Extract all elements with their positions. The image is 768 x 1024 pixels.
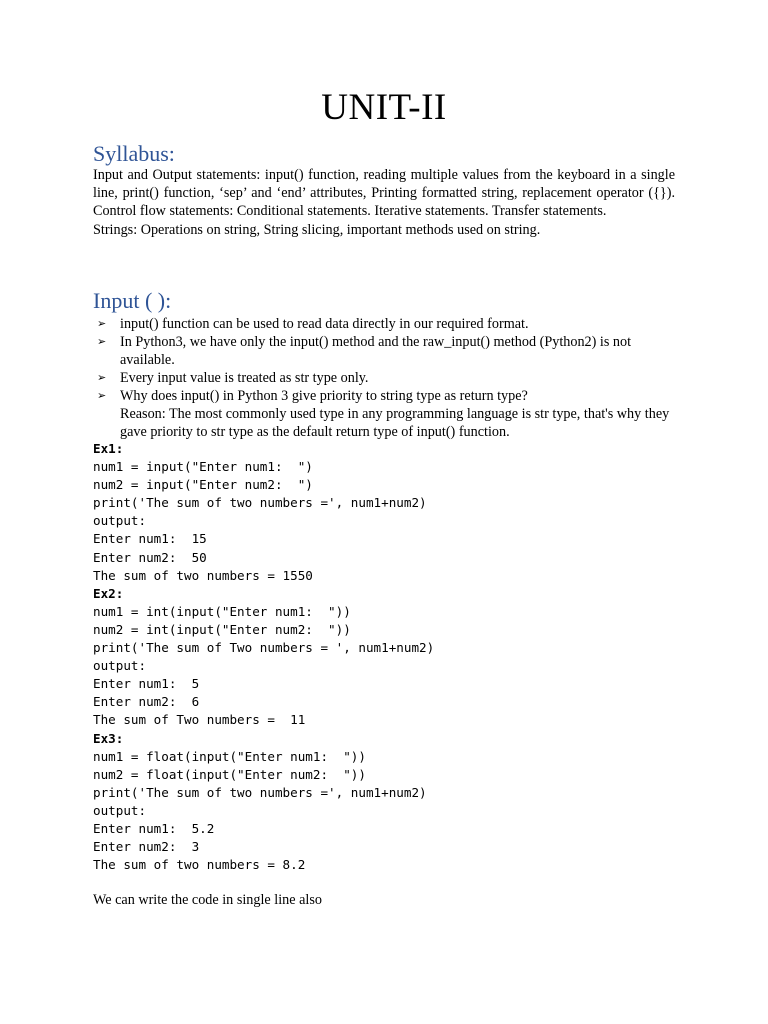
code-line: num2 = float(input("Enter num2: ")): [93, 766, 366, 782]
output-line: Enter num2: 50: [93, 549, 207, 565]
bullet-text: input() function can be used to read data directly in our required format.: [120, 316, 529, 332]
arrowhead-bullet-icon: ➢: [97, 335, 107, 348]
code-line: num1 = float(input("Enter num1: ")): [93, 748, 366, 764]
reason-text: Reason: The most commonly used type in any programming language is str type, that's why they gave priority to str type as the default return type of input() function.: [120, 406, 670, 440]
bullet-item: [93, 333, 675, 369]
output-line: The sum of Two numbers = 11: [93, 712, 306, 728]
code-line: num2 = input("Enter num2: "): [93, 477, 313, 493]
bullet-item: [93, 369, 675, 387]
example-label: Ex1:: [93, 441, 124, 456]
example-label: Ex3:: [93, 730, 124, 746]
bullet-text: Why does input() in Python 3 give priority to string type as return type?: [120, 388, 528, 404]
page-title: UNIT-II: [321, 87, 447, 128]
arrowhead-bullet-icon: ➢: [97, 371, 107, 384]
code-line: print('The sum of two numbers =', num1+num2): [93, 495, 427, 511]
input-bullet-list: [93, 315, 675, 441]
bullet-item: [93, 315, 675, 333]
syllabus-strings-paragraph: Strings: Operations on string, String slicing, important methods used on string.: [93, 221, 541, 238]
output-label: output:: [93, 802, 147, 818]
syllabus-paragraph: Input and Output statements: input() function, reading multiple values from the keyboard in a single line, print() function, ‘sep’ and ‘end’ attributes, Printing formatted string, replacement operator ({}). Control flow statements: Conditional statements. Iterative statements. Transfer statements.: [93, 167, 675, 220]
code-examples: [93, 440, 693, 874]
output-line: Enter num1: 15: [93, 531, 207, 547]
code-line: print('The sum of Two numbers = ', num1+num2): [93, 640, 435, 656]
arrowhead-bullet-icon: ➢: [97, 389, 107, 402]
input-heading: Input ( ):: [93, 288, 172, 313]
code-line: num1 = input("Enter num1: "): [93, 459, 313, 475]
output-label: output:: [93, 513, 147, 529]
output-label: output:: [93, 658, 147, 674]
code-line: num1 = int(input("Enter num1: ")): [93, 603, 351, 619]
example-label: Ex2:: [93, 585, 124, 601]
bullet-text: In Python3, we have only the input() method and the raw_input() method (Python2) is not available.: [120, 334, 632, 368]
code-line: print('The sum of two numbers =', num1+num2): [93, 784, 427, 800]
output-line: Enter num1: 5.2: [93, 820, 215, 836]
bullet-item: [93, 387, 675, 441]
output-line: The sum of two numbers = 1550: [93, 567, 313, 583]
arrowhead-bullet-icon: ➢: [97, 317, 107, 330]
code-line: num2 = int(input("Enter num2: ")): [93, 621, 351, 637]
syllabus-body: [93, 166, 675, 239]
bullet-text: Every input value is treated as str type only.: [120, 370, 369, 386]
output-line: The sum of two numbers = 8.2: [93, 857, 306, 873]
output-line: Enter num2: 6: [93, 694, 200, 710]
output-line: Enter num2: 3: [93, 839, 200, 855]
output-line: Enter num1: 5: [93, 676, 200, 692]
syllabus-heading: Syllabus:: [93, 141, 175, 166]
closing-text: We can write the code in single line also: [93, 892, 322, 908]
